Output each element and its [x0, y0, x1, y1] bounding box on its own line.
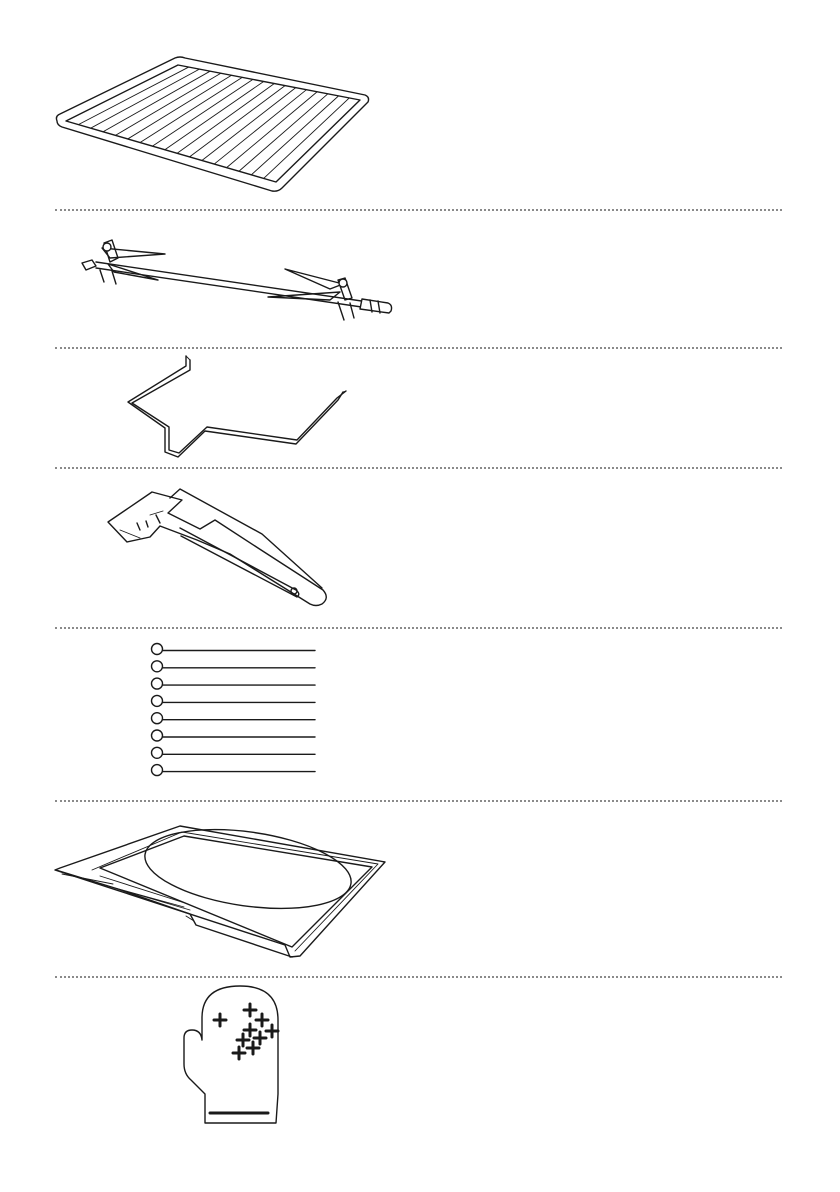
- mitt-cross: [254, 1032, 266, 1044]
- mitt-cross: [256, 1014, 268, 1026]
- mitt-cross: [244, 1004, 256, 1016]
- mitt-cross: [247, 1042, 259, 1054]
- mitt-cross: [266, 1025, 278, 1037]
- mitt-cross: [237, 1034, 249, 1046]
- mitt-cross: [244, 1024, 256, 1036]
- mitt-cross: [214, 1014, 226, 1026]
- mitt-cross: [233, 1047, 245, 1059]
